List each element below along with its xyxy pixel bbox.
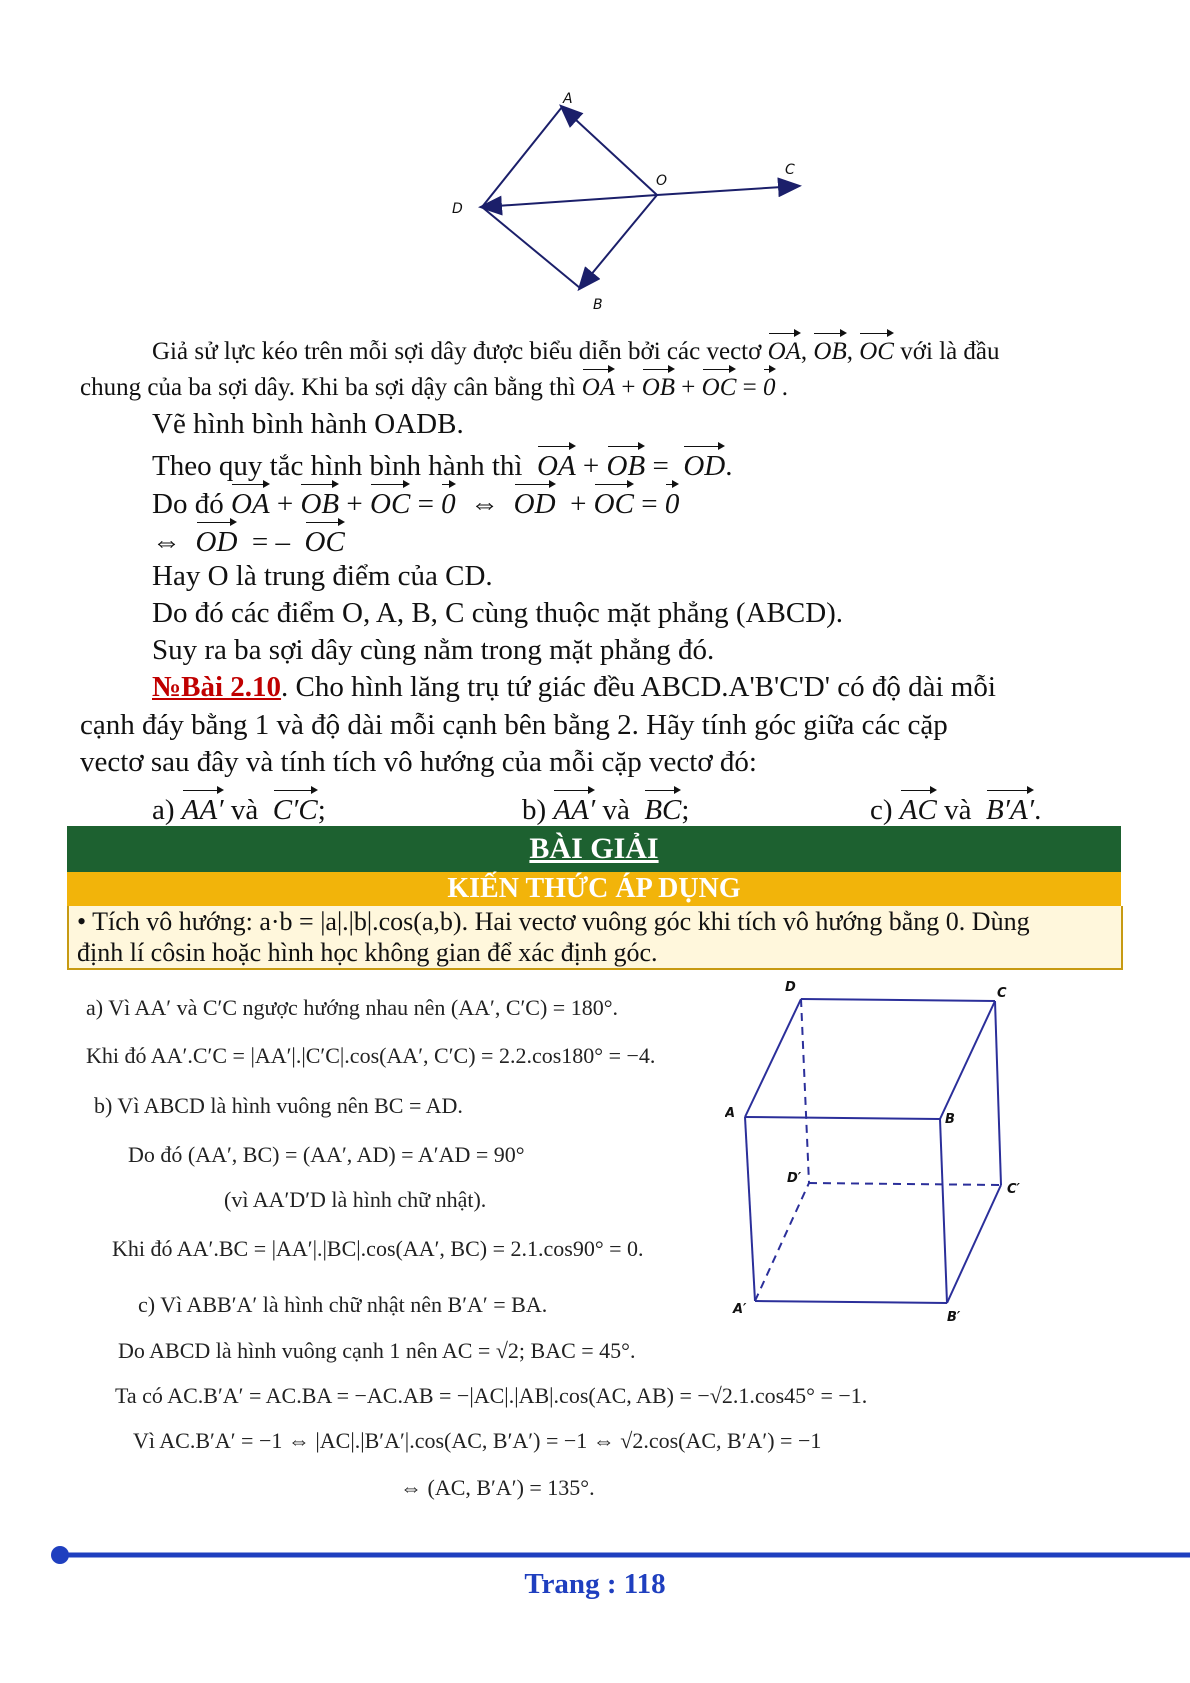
edge-B1C1 — [947, 1185, 1001, 1303]
knowledge-note: • Tích vô hướng: a·b = |a|.|b|.cos(a,b). Hai vectơ vuông góc khi tích vô hướng bằng 0. Dùng định lí côsin hoặc hình học không gian để xác định góc. — [67, 906, 1123, 970]
label-C: C — [785, 162, 795, 178]
solution-line-7: c) Vì ABB′A′ là hình chữ nhật nên B′A′ = BA. — [138, 1292, 548, 1317]
cube-label-D1: D′ — [787, 1171, 802, 1186]
label-A: A — [563, 91, 573, 107]
solution-line-9: Ta có AC.B′A′ = AC.BA = −AC.AB = −|AC|.|AB|.cos(AC, AB) = −√2.1.cos45° = −1. — [115, 1383, 868, 1408]
edge-A1D1 — [755, 1183, 809, 1301]
cube-label-A1: A′ — [733, 1302, 747, 1317]
vector-OB — [580, 195, 657, 288]
solution-line-4: Do đó (AA′, BC) = (AA′, AD) = A′AD = 90° — [128, 1142, 525, 1167]
problem-line-1: №Bài 2.10. Cho hình lăng trụ tứ giác đều ABCD.A'B'C'D' có độ dài mỗi — [152, 671, 996, 703]
problem-part-a: a) AA′ và C′C; — [152, 787, 326, 829]
vector-OD — [482, 195, 657, 207]
edge-AD — [745, 999, 801, 1117]
edge-AA1 — [745, 1117, 755, 1301]
solution-line-2: Khi đó AA′.C′C = |AA′|.|C′C|.cos(AA′, C′C) = 2.2.cos180° = −4. — [86, 1043, 656, 1068]
edge-BB1 — [940, 1119, 947, 1303]
edge-DC — [801, 999, 995, 1001]
cube-label-D: D — [785, 980, 796, 995]
solution-line-3: b) Vì ABCD là hình vuông nên BC = AD. — [94, 1093, 463, 1118]
prism-diagram — [725, 975, 1045, 1335]
problem-line-2: cạnh đáy bằng 1 và độ dài mỗi cạnh bên bằng 2. Hãy tính góc giữa các cặp — [80, 709, 948, 741]
label-D: D — [452, 201, 463, 217]
intro-line-2: chung của ba sợi dây. Khi ba sợi dậy cân bằng thì OA + OB + OC = 0 . — [80, 366, 788, 406]
solution-header: BÀI GIẢI — [67, 826, 1121, 872]
cube-label-A: A — [725, 1106, 736, 1121]
edge-D1C1 — [809, 1183, 1001, 1185]
solution-line-5: (vì AA′D′D là hình chữ nhật). — [224, 1187, 487, 1212]
cube-label-B: B — [945, 1112, 955, 1127]
proof-line-5: Hay O là trung điểm của CD. — [152, 560, 493, 592]
solution-line-1: a) Vì AA′ và C′C ngược hướng nhau nên (AA′, C′C) = 180°. — [86, 995, 619, 1020]
footer-rule — [50, 1545, 1190, 1565]
segment-AD — [482, 107, 562, 207]
segment-BD — [482, 207, 580, 288]
cube-label-C: C — [997, 986, 1007, 1001]
label-B: B — [593, 297, 603, 313]
solution-line-6: Khi đó AA′.BC = |AA′|.|BC|.cos(AA′, BC) = 2.1.cos90° = 0. — [112, 1236, 644, 1261]
label-O: O — [656, 173, 668, 189]
solution-line-8: Do ABCD là hình vuông cạnh 1 nên AC = √2; BAC = 45°. — [118, 1338, 636, 1363]
cube-label-C1: C′ — [1007, 1182, 1020, 1197]
proof-line-6: Do đó các điểm O, A, B, C cùng thuộc mặt phẳng (ABCD). — [152, 597, 844, 629]
problem-part-c: c) AC và B′A′. — [870, 787, 1041, 829]
proof-line-1: Vẽ hình bình hành OADB. — [152, 408, 464, 440]
edge-A1B1 — [755, 1301, 947, 1303]
vector-OC — [657, 186, 798, 195]
vector-OA — [562, 107, 657, 195]
page-number: Trang : 118 — [524, 1568, 666, 1600]
problem-line-3: vectơ sau đây và tính tích vô hướng của mỗi cặp vectơ đó: — [80, 746, 757, 778]
solution-line-11: ⇔ (AC, B′A′) = 135°. — [400, 1475, 595, 1500]
problem-number: №Bài 2.10 — [152, 671, 282, 703]
knowledge-header: KIẾN THỨC ÁP DỤNG — [67, 872, 1121, 906]
edge-AB — [745, 1117, 940, 1119]
proof-line-2: Theo quy tắc hình bình hành thì OA + OB = OD. — [152, 443, 732, 485]
proof-line-7: Suy ra ba sợi dây cùng nằm trong mặt phẳng đó. — [152, 634, 715, 666]
edge-CC1 — [995, 1001, 1001, 1185]
intro-line-1: Giả sử lực kéo trên mỗi sợi dây được biểu diễn bởi các vectơ OA, OB, OC với là đầu — [152, 330, 1000, 370]
edge-DD1 — [801, 999, 809, 1183]
edge-BC — [940, 1001, 995, 1119]
problem-part-b: b) AA′ và BC; — [522, 787, 689, 829]
proof-line-4: ⇔ OD = – OC — [152, 519, 345, 561]
cube-label-B1: B′ — [947, 1310, 961, 1325]
force-diagram — [440, 85, 810, 315]
solution-line-10: Vì AC.B′A′ = −1 ⇔ |AC|.|B′A′|.cos(AC, B′A′) = −1 ⇔ √2.cos(AC, B′A′) = −1 — [133, 1428, 822, 1453]
proof-line-3: Do đó OA + OB + OC = 0 ⇔ OD + OC = 0 — [152, 481, 679, 523]
